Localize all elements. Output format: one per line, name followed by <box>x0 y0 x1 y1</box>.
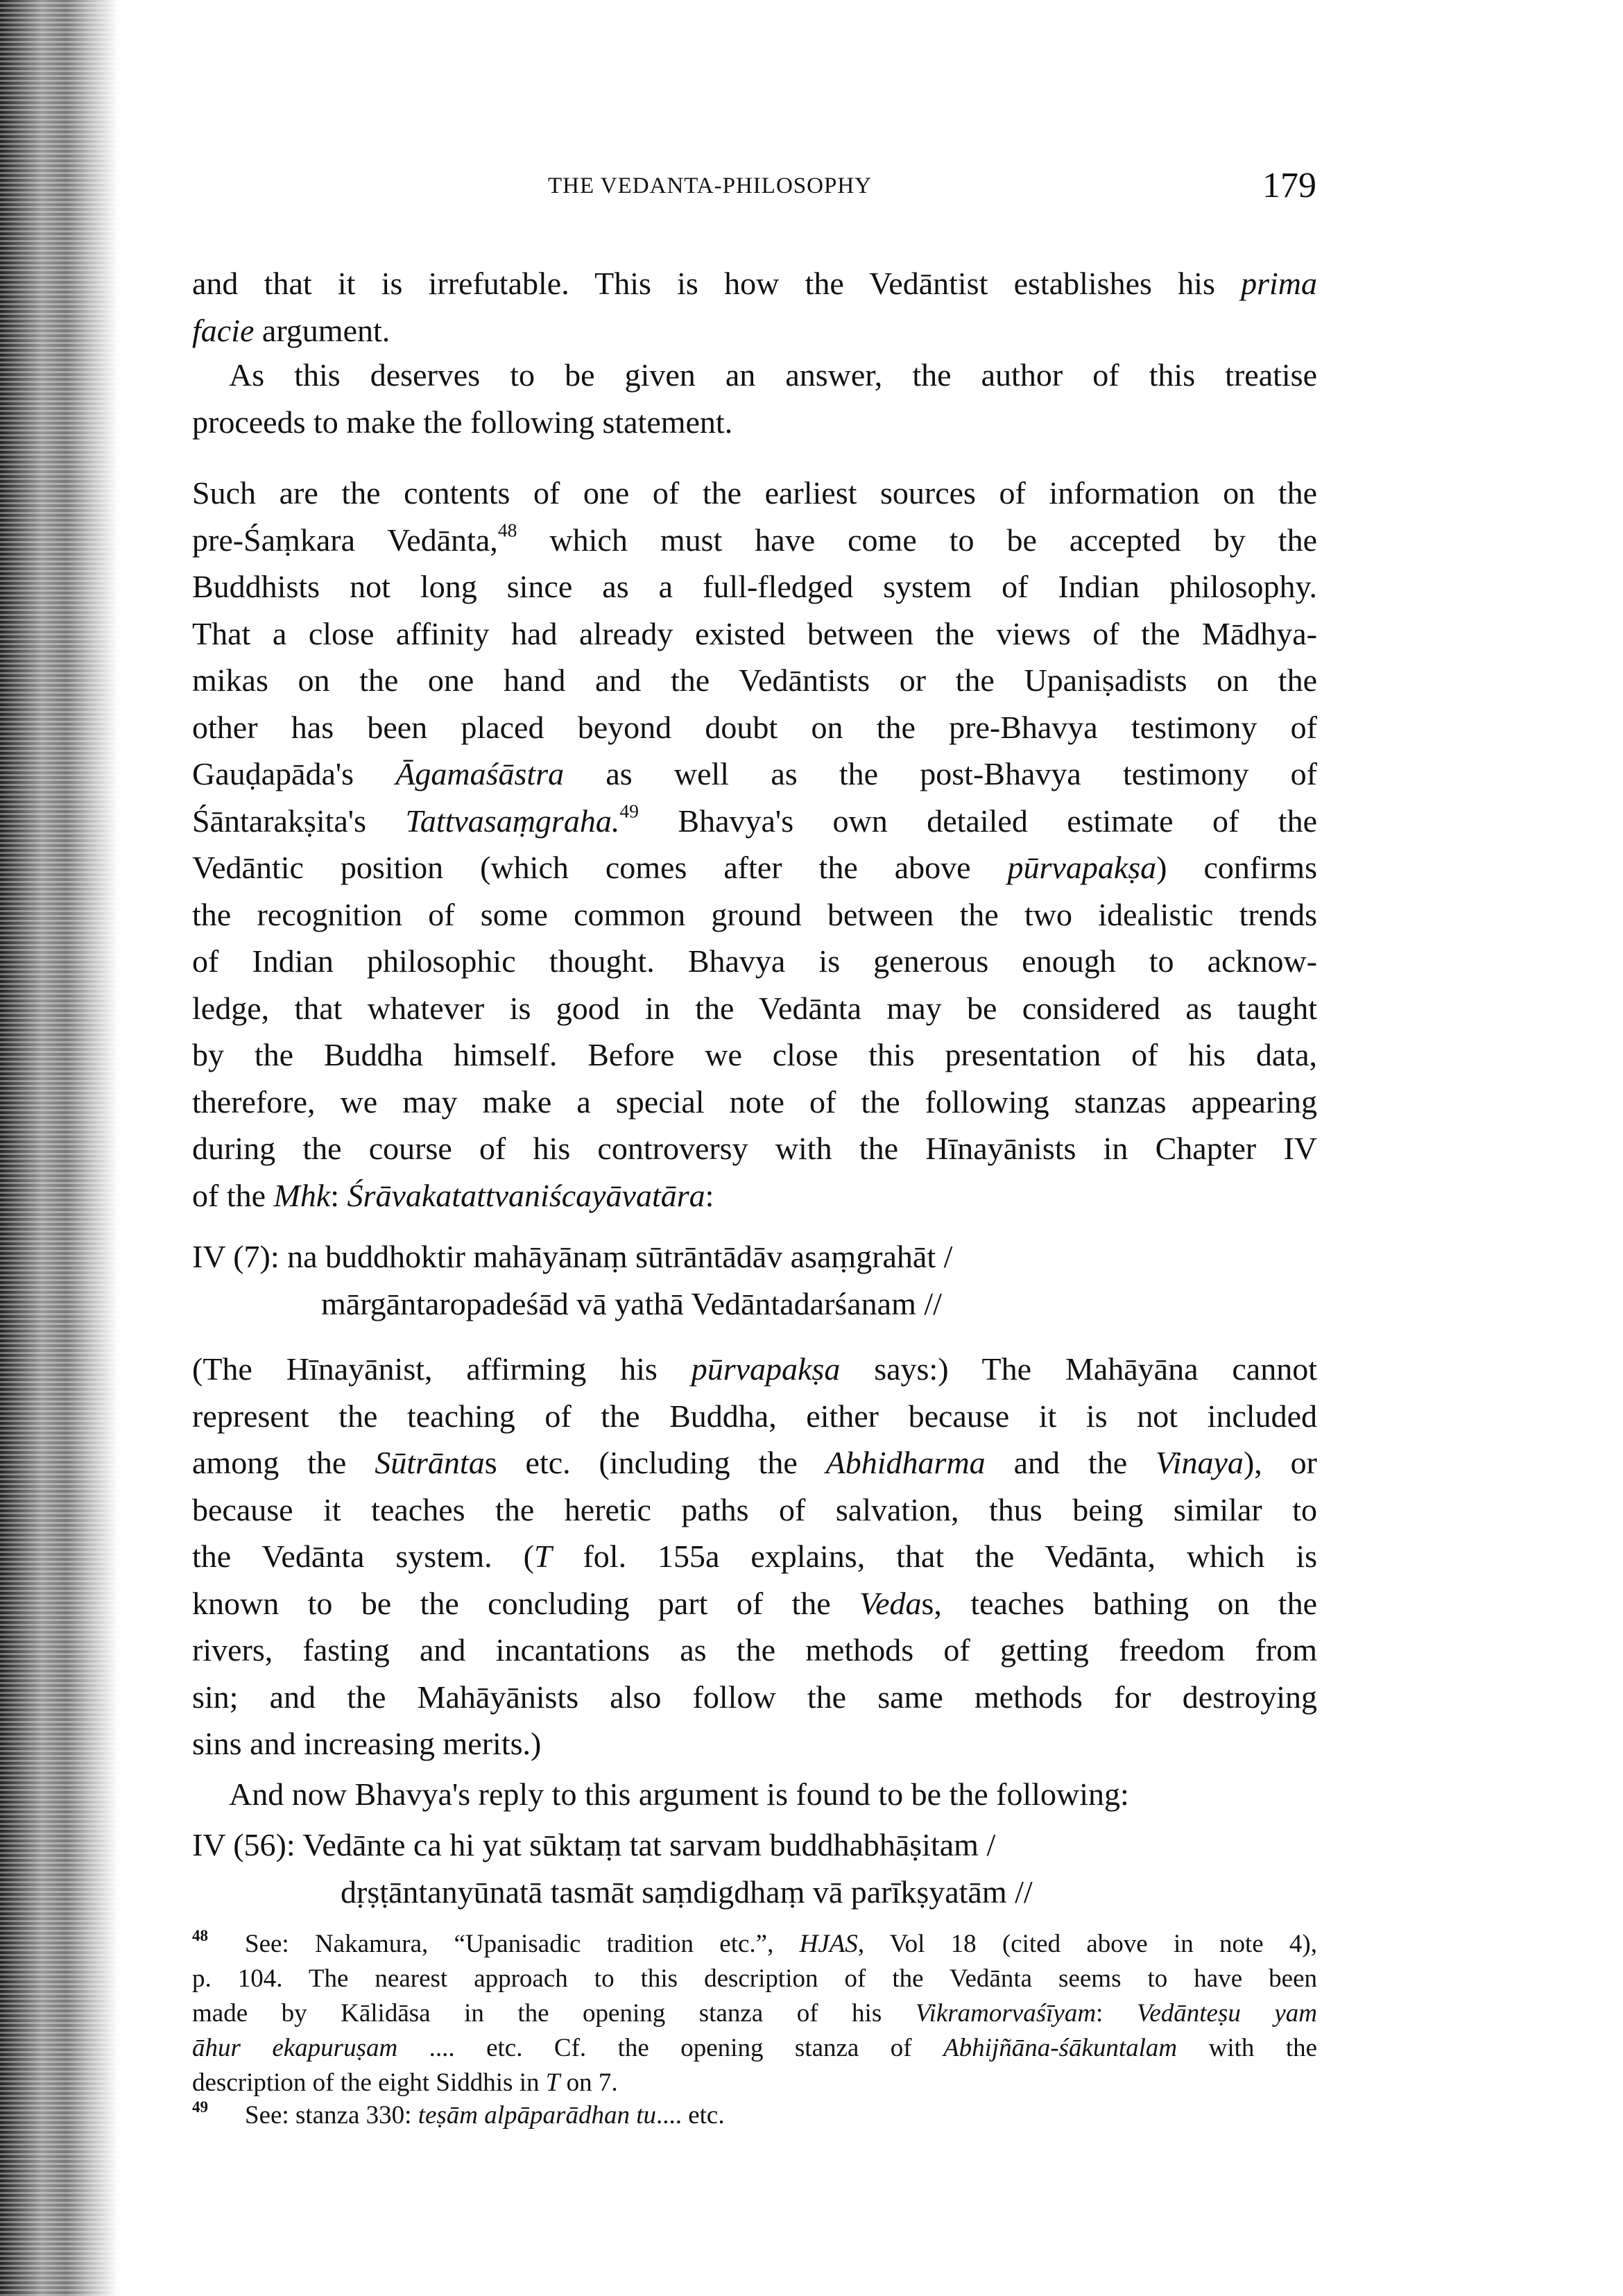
text-run: rivers, fasting and incantations as the methods of getting freedom from <box>192 1632 1317 1668</box>
text-run: made by Kālidāsa in the opening stanza of his <box>192 1999 916 2028</box>
text-line <box>192 307 1317 354</box>
text-run: because it teaches the heretic paths of salvation, thus being similar to <box>192 1491 1317 1527</box>
text-run: of Indian philosophic thought. Bhavya is generous enough to acknow- <box>192 943 1317 979</box>
text-run: sin; and the Mahāyānists also follow the same methods for destroying <box>192 1679 1317 1715</box>
text-line <box>192 1962 1317 1996</box>
text-run: : <box>330 1177 347 1213</box>
text-line <box>192 1233 1317 1280</box>
text-line <box>192 1580 1317 1627</box>
text-line <box>192 2031 1317 2066</box>
text-line <box>192 517 1317 564</box>
text-line <box>192 891 1317 939</box>
text-run: mikas on the one hand and the Vedāntists or the Upaniṣadists on the <box>192 662 1317 698</box>
text-run: during the course of his controversy with the Hīnayānists in Chapter IV <box>192 1131 1317 1166</box>
text-run: ledge, that whatever is good in the Vedānta may be considered as taught <box>192 990 1317 1026</box>
text-run: IV (7): na buddhoktir mahāyānaṃ sūtrāntādāv asaṃgrahāt / <box>192 1239 953 1274</box>
text-run: which must have come to be accepted by the <box>517 522 1317 558</box>
text-run: ), or <box>1243 1445 1317 1480</box>
text-run: sins and increasing merits.) <box>192 1726 542 1761</box>
text-run: Gauḍapāda's <box>192 756 396 791</box>
italic-text: Vinaya <box>1156 1445 1244 1480</box>
text-line <box>192 751 1317 798</box>
text-run: of the <box>192 1177 274 1213</box>
text-line <box>192 704 1317 751</box>
italic-text: teṣām alpāparādhan tu <box>418 2101 656 2130</box>
text-run: represent the teaching of the Buddha, either because it is not included <box>192 1398 1317 1434</box>
italic-text: Sūtrānta <box>375 1445 485 1480</box>
text-run: among the <box>192 1445 375 1480</box>
stanza-iv-7 <box>192 1233 1317 1327</box>
text-line <box>192 1771 1317 1818</box>
stanza-iv-56 <box>192 1822 1317 1915</box>
text-line <box>192 1346 1317 1393</box>
text-run: p. 104. The nearest approach to this description of the Vedānta seems to have been <box>192 1964 1317 1993</box>
footnote-49 <box>192 2098 1317 2133</box>
italic-text: āhur ekapuruṣam <box>192 2034 398 2062</box>
text-line <box>192 1822 1317 1869</box>
text-run: Vedāntic position (which comes after the above <box>192 850 1008 885</box>
italic-text: Tattvasaṃgraha. <box>405 803 620 839</box>
text-run: ) confirms <box>1156 850 1317 885</box>
italic-text: prima <box>1241 266 1317 301</box>
footnote-reference: 48 <box>497 518 517 540</box>
italic-text: Vikramorvaśīyam <box>915 1999 1097 2028</box>
text-run: as well as the post-Bhavya testimony of <box>564 756 1318 791</box>
italic-text: pūrvapakṣa <box>691 1351 841 1387</box>
paragraph-reply <box>192 1771 1317 1818</box>
text-run: the Vedānta system. ( <box>192 1539 534 1574</box>
text-run: (The Hīnayānist, affirming his <box>192 1351 692 1387</box>
text-run: .... etc. Cf. the opening stanza of <box>397 2034 944 2062</box>
italic-text: Mhk <box>273 1177 331 1213</box>
text-line <box>192 260 1317 307</box>
text-run: the recognition of some common ground between the two idealistic trends <box>192 896 1317 932</box>
text-run: As this deserves to be given an answer, the author of this treatise <box>229 357 1317 393</box>
paragraph-hinayanist <box>192 1346 1317 1767</box>
text-run: by the Buddha himself. Before we close this presentation of his data, <box>192 1037 1317 1072</box>
text-run: argument. <box>254 312 390 348</box>
text-run: Bhavya's own detailed estimate of the <box>638 803 1317 839</box>
text-line <box>192 2066 1317 2100</box>
text-line <box>192 1439 1317 1487</box>
text-run: .... etc. <box>655 2101 725 2130</box>
text-line <box>192 1393 1317 1440</box>
text-run: That a close affinity had already existed between the views of the Mādhya- <box>192 615 1317 651</box>
text-run: s, teaches bathing on the <box>921 1585 1317 1621</box>
text-line <box>192 1996 1317 2031</box>
text-line <box>192 1280 1317 1328</box>
running-header: THE VEDANTA-PHILOSOPHY <box>548 173 872 198</box>
text-line <box>192 470 1317 517</box>
footnote-48 <box>192 1927 1317 2100</box>
scanned-page-edge <box>0 0 118 2296</box>
text-line: $^{49}$ See: stanza 330: teṣām alpāparādhan tu.... etc. <box>192 2098 725 2130</box>
text-run: And now Bhavya's reply to this argument is found to be the following: <box>229 1776 1129 1812</box>
italic-text: Abhijñāna-śākuntalam <box>943 2034 1178 2062</box>
text-line <box>192 1720 1317 1767</box>
text-line <box>192 610 1317 658</box>
italic-text: pūrvapakṣa <box>1007 850 1157 885</box>
text-line <box>192 844 1317 891</box>
text-line <box>192 798 1317 845</box>
text-line <box>192 1674 1317 1721</box>
text-run: other has been placed beyond doubt on the pre-Bhavya testimony of <box>192 709 1317 745</box>
italic-text: facie <box>192 312 255 348</box>
text-run: : <box>1096 1999 1137 2028</box>
text-run: description of the eight Siddhis in <box>192 2068 546 2097</box>
text-line <box>192 1533 1317 1580</box>
text-run: Śāntarakṣita's <box>192 803 406 839</box>
text-run: proceeds to make the following statement. <box>192 404 733 440</box>
footnote-reference: 49 <box>619 799 639 821</box>
text-run: Such are the contents of one of the earliest sources of information on the <box>192 475 1317 511</box>
text-run: with the <box>1177 2034 1318 2062</box>
paragraph-sources <box>192 470 1317 1219</box>
text-run: fol. 155a explains, that the Vedānta, which is <box>551 1539 1317 1574</box>
text-line <box>192 1627 1317 1674</box>
text-line <box>192 399 1317 446</box>
text-run: See: Nakamura, “Upanisadic tradition etc.”, <box>245 1930 800 1958</box>
text-line <box>192 1487 1317 1534</box>
text-run: , Vol 18 (cited above in note 4), <box>857 1930 1317 1958</box>
text-run: Buddhists not long since as a full-fledged system of Indian philosophy. <box>192 569 1317 604</box>
text-line <box>192 563 1317 610</box>
italic-text: T <box>545 2068 560 2097</box>
italic-text: Āgamaśāstra <box>395 756 565 791</box>
text-run: and that it is irrefutable. This is how the Vedāntist establishes his <box>192 266 1242 301</box>
italic-text: Veda <box>859 1585 922 1621</box>
text-line <box>192 352 1317 399</box>
text-run: pre-Śaṃkara Vedānta, <box>192 522 498 558</box>
italic-text: Abhidharma <box>825 1445 986 1480</box>
text-line <box>192 1031 1317 1079</box>
text-line <box>192 985 1317 1032</box>
text-line <box>192 1125 1317 1172</box>
text-run: on 7. <box>560 2068 618 2097</box>
paragraph-answer <box>192 352 1317 445</box>
text-run: mārgāntaropadeśād vā yathā Vedāntadarśanam // <box>321 1285 942 1321</box>
text-run: known to be the concluding part of the <box>192 1585 860 1621</box>
italic-text: HJAS <box>799 1930 858 1958</box>
italic-text: T <box>533 1539 552 1574</box>
text-line <box>192 1079 1317 1126</box>
text-line: $^{48}$ See: Nakamura, “Upanisadic tradition etc.”, HJAS, Vol 18 (cited above in note 4), <box>192 1926 1317 1958</box>
page-number: 179 <box>1262 166 1316 205</box>
text-line <box>192 657 1317 704</box>
italic-text: Vedānteṣu yam <box>1136 1999 1317 2028</box>
text-run: See: stanza 330: <box>245 2101 418 2130</box>
text-run: s etc. (including the <box>484 1445 826 1480</box>
text-run: says:) The Mahāyāna cannot <box>840 1351 1317 1387</box>
text-run: IV (56): Vedānte ca hi yat sūktaṃ tat sarvam buddhabhāṣitam / <box>192 1827 996 1862</box>
text-run: dṛṣṭāntanyūnatā tasmāt saṃdigdhaṃ vā parīkṣyatām // <box>341 1874 1033 1910</box>
text-run: and the <box>985 1445 1156 1480</box>
text-line <box>192 1869 1317 1916</box>
text-run: therefore, we may make a special note of the following stanzas appearing <box>192 1083 1317 1120</box>
text-run: : <box>705 1177 714 1213</box>
italic-text: Śrāvakatattvaniścayāvatāra <box>347 1177 705 1213</box>
paragraph-continuation <box>192 260 1317 354</box>
text-line <box>192 1172 1317 1219</box>
text-line <box>192 938 1317 985</box>
